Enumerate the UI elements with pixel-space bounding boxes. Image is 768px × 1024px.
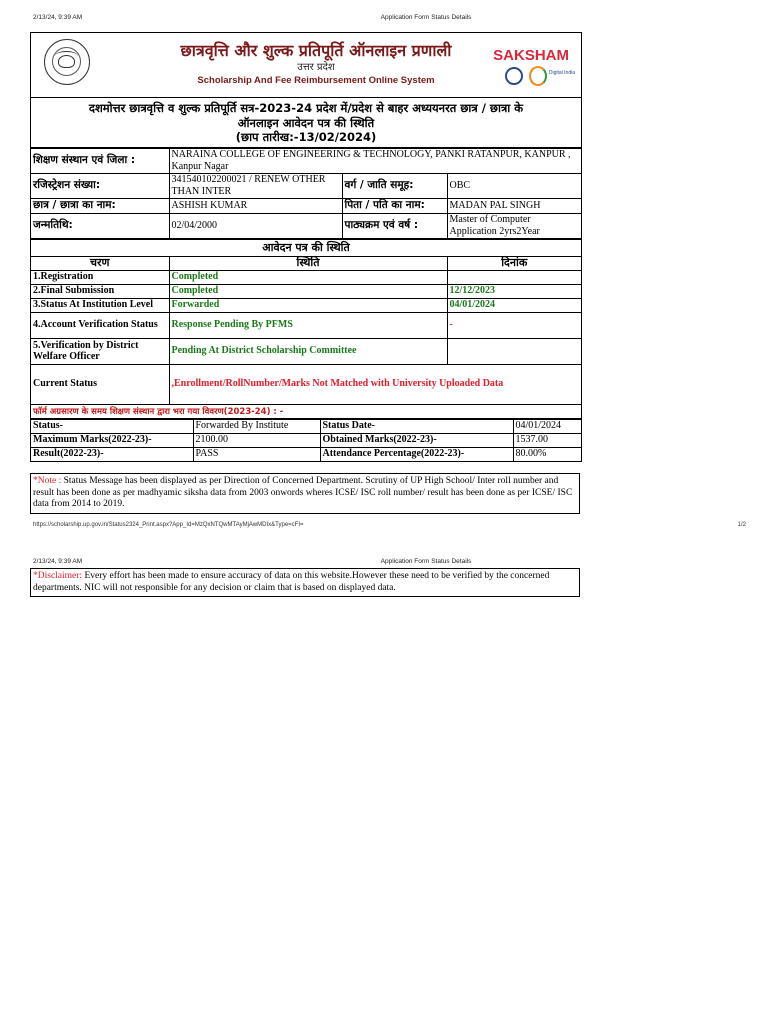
stage-cell: 5.Verification by District Welfare Officer [31, 338, 169, 364]
digital-india-icon [529, 66, 547, 86]
table-row [31, 284, 581, 298]
disclaimer-box [30, 568, 580, 597]
banner-state: उत्तर प्रदेश [297, 62, 335, 73]
heading-line-1: दशमोत्तर छात्रवृत्ति व शुल्क प्रतिपूर्ति सत्र-2023-24 प्रदेश में/प्रदेश से बाहर अध्ययनरत छात्र / छात्रा के [88, 101, 524, 115]
obtained-marks-value: 1537.00 [513, 433, 581, 447]
status-note [30, 473, 580, 514]
stage-cell: 2.Final Submission [31, 284, 169, 298]
print-title: Application Form Status Details [380, 14, 472, 21]
student-name-value: ASHISH KUMAR [169, 198, 342, 213]
disclaimer-text: Every effort has been made to ensure accuracy of data on this website.However these need to be verified by the concerned departments. NIC will not responsible for any decision or claim that is based on displayed data. [33, 571, 550, 593]
dob-value: 02/04/2000 [169, 213, 342, 238]
current-status-label: Current Status [31, 364, 169, 404]
date-cell [447, 338, 581, 364]
date-cell: 04/01/2024 [447, 298, 581, 312]
max-marks-label: Maximum Marks(2022-23)- [31, 433, 193, 447]
result-label: Result(2022-23)- [31, 447, 193, 461]
table-row [31, 338, 581, 364]
status-sheet [30, 32, 582, 462]
status-cell: Forwarded [169, 298, 447, 312]
page-heading [31, 98, 581, 148]
up-emblem-icon [44, 39, 90, 85]
col-date-header: दिनांक [447, 256, 581, 270]
institution-details-table [31, 419, 581, 462]
institution-label: शिक्षण संस्थान एवं जिला : [31, 148, 169, 173]
table-row [31, 312, 581, 338]
status-cell: Response Pending By PFMS [169, 312, 447, 338]
registration-value: 341540102200021 / RENEW OTHER THAN INTER [169, 173, 342, 198]
col-stage-header: चरण [31, 256, 169, 270]
attendance-value: 80.00% [513, 447, 581, 461]
category-value: OBC [447, 173, 581, 198]
date-cell: 12/12/2023 [447, 284, 581, 298]
saksham-logo: SAKSHAM [493, 47, 569, 64]
inst-status-value: Forwarded By Institute [193, 419, 320, 433]
heading-line-2: ऑनलाइन आवेदन पत्र की स्थिति [237, 115, 375, 130]
dob-label: जन्मतिथि: [31, 213, 169, 238]
institution-form-note: फॉर्म अग्रसारण के समय शिक्षण संस्थान द्वारा भरा गया विवरण(2023-24) : - [31, 405, 581, 419]
page-number: 1/2 [737, 522, 746, 528]
status-date-value: 04/01/2024 [513, 419, 581, 433]
g20-logo-icon [505, 67, 523, 85]
heading-print-date: (छाप तारीख:-13/02/2024) [235, 130, 377, 144]
result-value: PASS [193, 447, 320, 461]
course-label: पाठ्यक्रम एवं वर्ष : [342, 213, 447, 238]
institution-value: NARAINA COLLEGE OF ENGINEERING & TECHNOLOGY, PANKI RATANPUR, KANPUR , Kanpur Nagar [169, 148, 581, 173]
print-header-page-2 [0, 556, 768, 568]
father-name-value: MADAN PAL SINGH [447, 198, 581, 213]
application-status-table [31, 239, 581, 405]
student-name-label: छात्र / छात्रा का नाम: [31, 198, 169, 213]
father-name-label: पिता / पति का नाम: [342, 198, 447, 213]
note-tag: *Note : [33, 476, 62, 486]
date-cell [447, 270, 581, 284]
registration-label: रजिस्ट्रेशन संख्या: [31, 173, 169, 198]
status-date-label: Status Date- [320, 419, 513, 433]
category-label: वर्ग / जाति समूह: [342, 173, 447, 198]
stage-cell: 4.Account Verification Status [31, 312, 169, 338]
status-cell: Completed [169, 284, 447, 298]
inst-status-label: Status- [31, 419, 193, 433]
stage-cell: 3.Status At Institution Level [31, 298, 169, 312]
note-text: Status Message has been displayed as per Direction of Concerned Department. Scrutiny of UP High School/ Inter roll number and result has been done as per madhyamic siksha data from 2003 onwords wheres ICSE/ ISC roll number/ result has been done as per ICSE/ ISC data from 2014 to 2019. [33, 476, 573, 509]
print-datetime: 2/13/24, 9:39 AM [33, 558, 83, 565]
applicant-details-table [31, 148, 581, 239]
col-status-header: स्थिति [169, 256, 447, 270]
print-datetime: 2/13/24, 9:39 AM [33, 14, 83, 21]
table-row [31, 298, 581, 312]
stage-cell: 1.Registration [31, 270, 169, 284]
print-header [0, 12, 768, 24]
footer-url: https://scholarship.up.gov.in/Status2324_Print.aspx?App_Id=MzQxNTQwMTAyMjAwMDIx&Type=cFI= [33, 522, 304, 528]
current-status-row [31, 364, 581, 404]
attendance-label: Attendance Percentage(2022-23)- [320, 447, 513, 461]
status-section-title: आवेदन पत्र की स्थिति [31, 239, 581, 256]
max-marks-value: 2100.00 [193, 433, 320, 447]
banner [31, 33, 581, 98]
status-cell: Completed [169, 270, 447, 284]
banner-title-hindi: छात्रवृत्ति और शुल्क प्रतिपूर्ति ऑनलाइन प्रणाली [180, 41, 452, 60]
current-status-value: ,Enrollment/RollNumber/Marks Not Matched with University Uploaded Data [169, 364, 581, 404]
banner-title-english: Scholarship And Fee Reimbursement Online System [197, 75, 435, 86]
table-row [31, 270, 581, 284]
disclaimer-tag: *Disclaimer: [33, 571, 83, 581]
date-cell: - [447, 312, 581, 338]
obtained-marks-label: Obtained Marks(2022-23)- [320, 433, 513, 447]
status-cell: Pending At District Scholarship Committee [169, 338, 447, 364]
course-value: Master of Computer Application 2yrs2Year [447, 213, 581, 238]
print-title: Application Form Status Details [380, 558, 472, 565]
digital-india-label: Digital India [548, 70, 575, 76]
